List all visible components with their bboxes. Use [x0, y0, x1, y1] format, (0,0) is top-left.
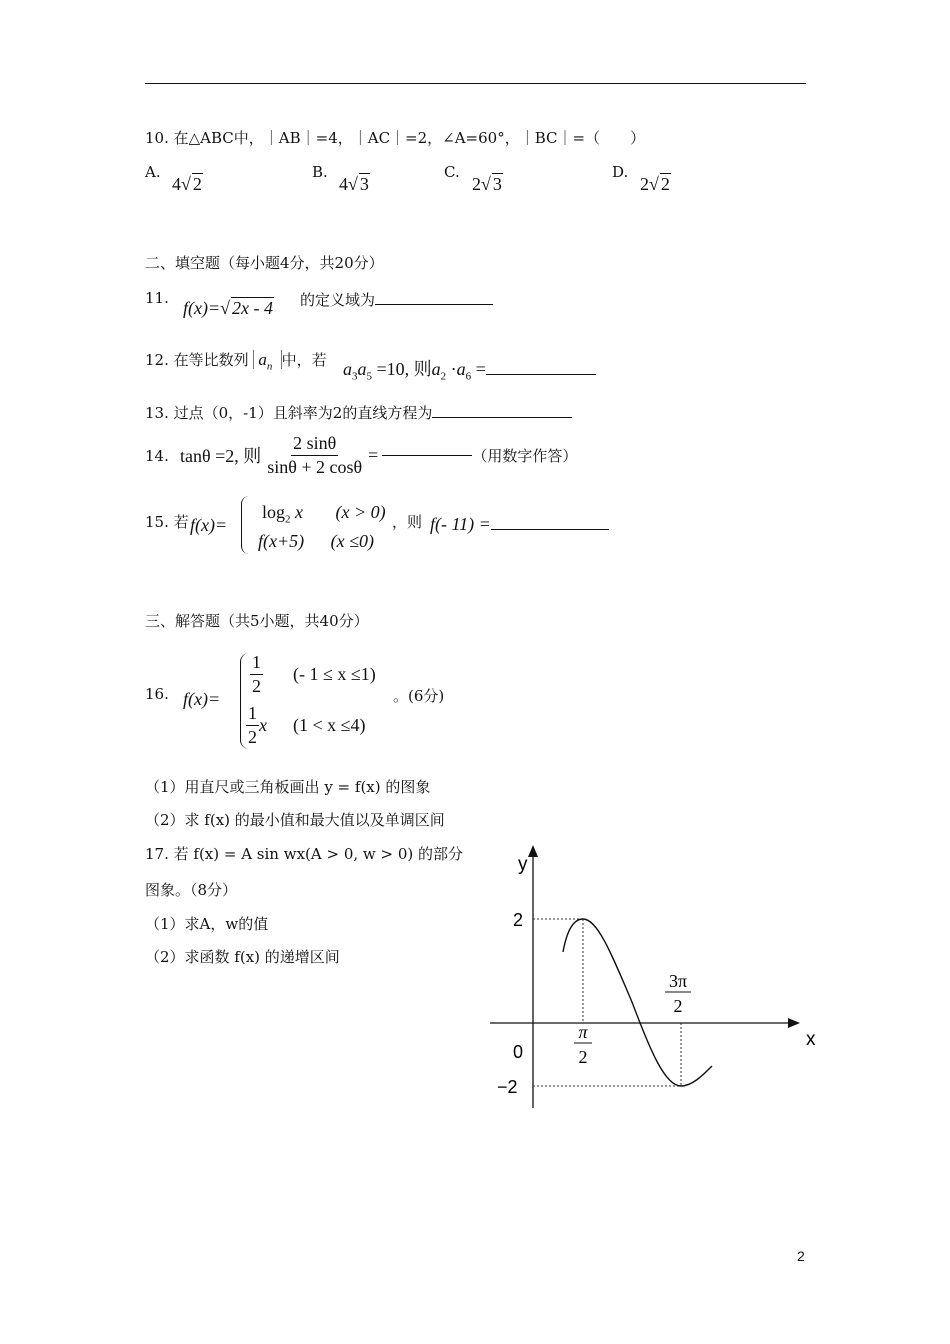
question-16-case-2: $\frac{1}{2}$ x (1 < x ≤4) — [248, 703, 366, 747]
question-15-then: ，则 — [392, 513, 423, 531]
option-b-label: B. — [312, 163, 328, 181]
question-16-lhs: f(x)= — [183, 689, 221, 709]
question-16-case-1: $\frac{1}{2}$ (- 1 ≤ x ≤1) — [252, 652, 376, 696]
question-14-number: 14. — [145, 447, 169, 465]
y-axis-label: y — [518, 854, 528, 875]
header-rule — [145, 83, 806, 84]
section-3-title: 三、解答题（共5小题，共40分） — [145, 612, 369, 630]
x1-denominator: 2 — [578, 1047, 588, 1067]
x-axis-arrow — [788, 1018, 800, 1028]
question-12: 12. 在等比数列 $a_n$ 中，若 — [145, 350, 327, 373]
option-c-label: C. — [444, 163, 460, 181]
x1-numerator: π — [578, 1022, 588, 1042]
answer-blank-13[interactable] — [432, 417, 572, 418]
option-b-value: 4√ 3 — [339, 174, 369, 194]
question-15-ask: f(- 11) = — [430, 514, 609, 535]
y-max-label: 2 — [513, 910, 524, 930]
origin-label: 0 — [513, 1042, 524, 1062]
question-12-formula: $a_3a_5 =10$, 则$a_2 \cdot a_6$ = — [343, 355, 596, 383]
page-number: 2 — [797, 1248, 805, 1264]
option-d-label: D. — [612, 163, 629, 181]
question-16-score: 。(6分) — [393, 687, 445, 705]
question-17-sub-1: （1）求A，w的值 — [145, 915, 269, 933]
option-a-value: 4√ 2 — [172, 174, 202, 194]
answer-blank-15[interactable] — [491, 529, 609, 530]
question-16-sub-2: （2）求 f(x) 的最小值和最大值以及单调区间 — [145, 811, 445, 829]
answer-blank-12[interactable] — [486, 374, 596, 375]
answer-blank-14[interactable] — [382, 455, 472, 456]
section-2-title: 二、填空题（每小题4分，共20分） — [145, 254, 384, 272]
option-d-value: 2√ 2 — [640, 174, 670, 194]
question-11-number: 11. — [145, 289, 169, 307]
question-17-sub-2: （2）求函数 f(x) 的递增区间 — [145, 948, 340, 966]
question-15-case-1: $\log_2 x$ (x > 0) — [262, 502, 386, 526]
question-14-formula: tanθ =2, 则 $\frac{2 \sin\theta}{\sin\theta + 2 \cos\theta}$ = （用数字作答） — [180, 432, 578, 477]
x2-numerator: 3π — [668, 971, 688, 991]
question-16-number: 16. — [145, 685, 169, 703]
question-16-sub-1: （1）用直尺或三角板画出 y = f(x) 的图象 — [145, 778, 431, 796]
question-15-lhs: f(x)= — [190, 515, 228, 535]
sine-graph — [480, 840, 830, 1120]
question-15-case-2: f(x+5) (x ≤0) — [258, 531, 374, 551]
question-11-formula: f(x)=√ 2x - 4 — [183, 298, 273, 318]
y-min-label: −2 — [497, 1077, 518, 1097]
option-a-label: A. — [145, 163, 161, 181]
question-17-line-1: 17. 若 f(x) = A sin wx(A > 0, w > 0) 的部分 — [145, 845, 464, 863]
y-axis-arrow — [528, 845, 538, 857]
option-c-value: 2√ 3 — [472, 174, 502, 194]
question-17-line-2: 图象。（8分） — [145, 881, 238, 899]
question-10-stem: 10. 在△ABC中，｜AB｜=4，｜AC｜=2，∠A=60°，｜BC｜=（ ） — [145, 129, 646, 147]
answer-blank-11[interactable] — [375, 304, 493, 305]
question-11-text: 的定义域为 — [300, 289, 493, 310]
question-13: 13. 过点（0，-1）且斜率为2的直线方程为 — [145, 402, 572, 423]
question-15-brace — [241, 496, 250, 554]
x-axis-label: x — [806, 1029, 816, 1050]
question-15-prefix: 15. 若 — [145, 513, 189, 531]
x2-denominator: 2 — [673, 996, 683, 1016]
